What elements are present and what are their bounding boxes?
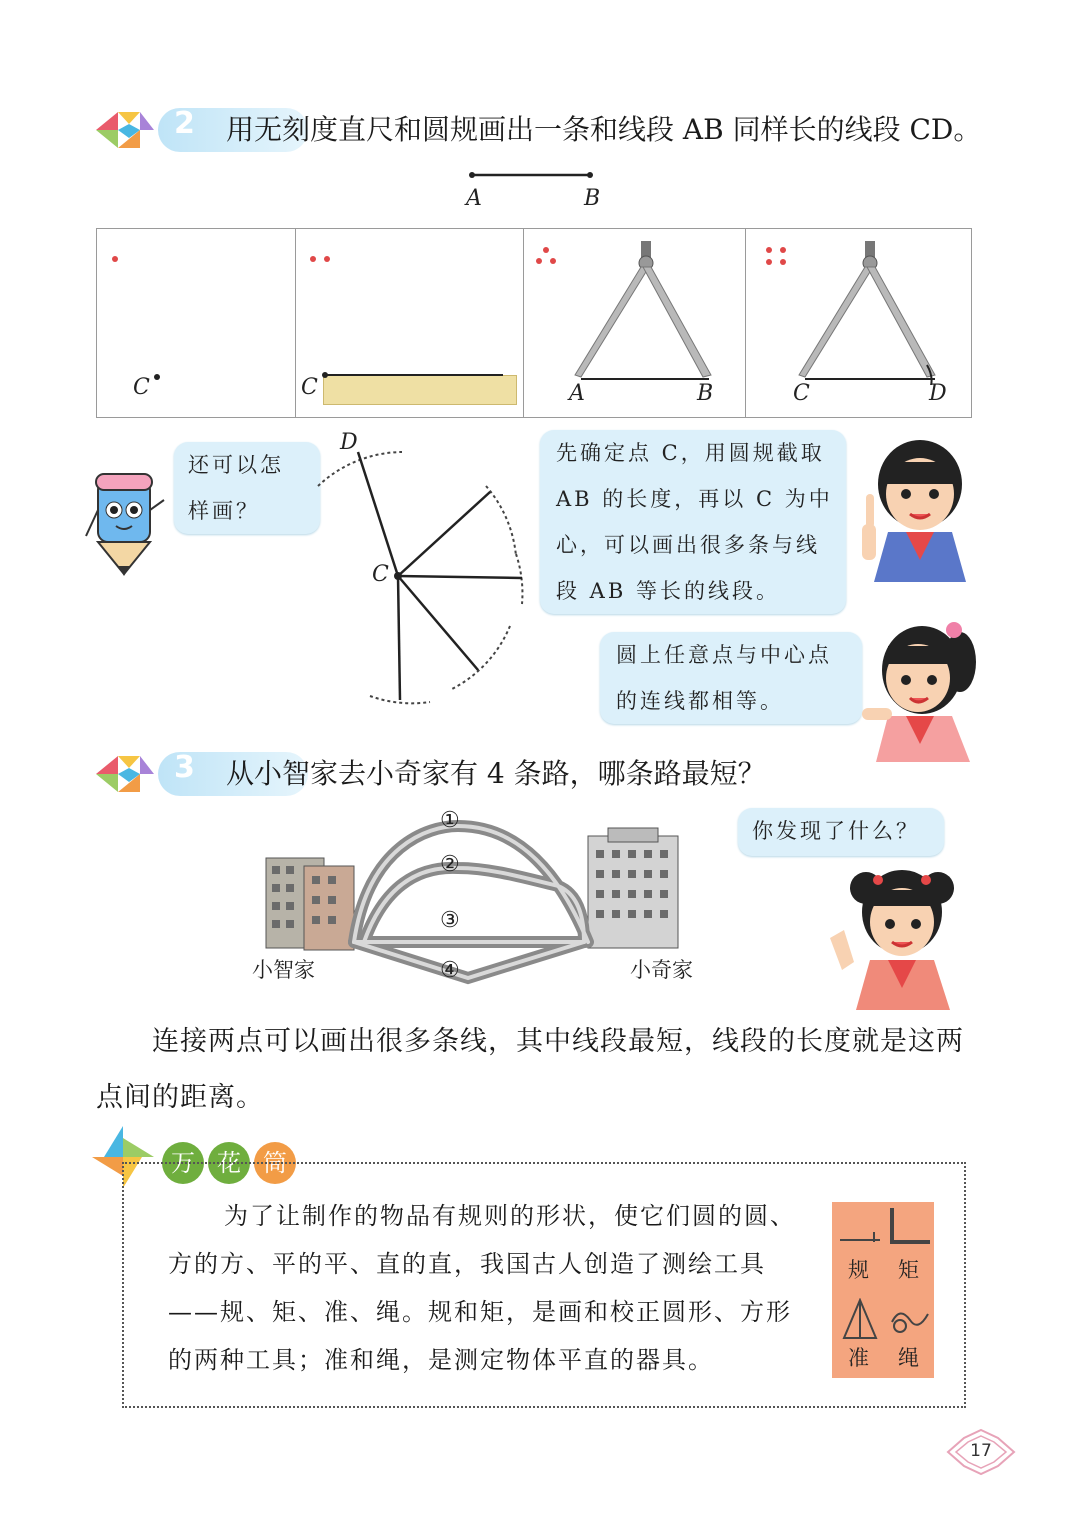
badge-char-3: 筒 xyxy=(254,1142,296,1184)
girl-bubble-2-text: 你发现了什么？ xyxy=(752,819,920,843)
badge-char-2: 花 xyxy=(208,1142,250,1184)
panel4-label-d: D xyxy=(929,381,947,406)
step-panel-1 xyxy=(97,229,296,417)
pencil-speech-bubble xyxy=(174,442,320,534)
step-dots-3 xyxy=(533,245,559,269)
step-dots-4 xyxy=(763,245,789,269)
conclusion-text: 连接两点可以画出很多条线，其中线段最短，线段的长度就是这两点间的距离。 xyxy=(96,1026,964,1113)
compass-on-cd xyxy=(795,239,945,385)
boy-bubble-text: 先确定点 C，用圆规截取 AB 的长度，再以 C 为中心，可以画出很多条与线段 AB 等长的线段。 xyxy=(556,441,833,603)
panel3-label-b: B xyxy=(697,381,714,406)
label-b: B xyxy=(584,186,601,211)
panel4-label-c: C xyxy=(793,381,810,406)
page-number: 17 xyxy=(970,1441,992,1461)
panel1-label-c: C xyxy=(133,375,150,400)
step-panel-2 xyxy=(295,229,524,417)
girl-bubble-1-text: 圆上任意点与中心点的连线都相等。 xyxy=(616,643,832,713)
point-c xyxy=(153,373,161,381)
gui-tool-icon xyxy=(838,1212,882,1242)
panel3-label-a: A xyxy=(569,381,585,406)
girl-character-1 xyxy=(856,612,980,762)
tool-label-sheng: 绳 xyxy=(898,1346,919,1370)
segment-ab xyxy=(466,168,598,182)
girl-character-2 xyxy=(826,860,966,1010)
route-label-4: ④ xyxy=(440,958,460,983)
section-title: 用无刻度直尺和圆规画出一条和线段 AB 同样长的线段 CD。 xyxy=(226,113,982,146)
girl-speech-bubble-2 xyxy=(738,808,944,856)
line-from-c xyxy=(321,371,505,379)
section-number: 3 xyxy=(174,750,195,785)
conclusion-paragraph xyxy=(96,1014,980,1126)
sheng-tool-icon xyxy=(888,1302,932,1336)
tool-label-zhun: 准 xyxy=(848,1346,869,1370)
kaleidoscope-text: 为了让制作的物品有规则的形状，使它们圆的圆、方的方、平的平、直的直，我国古人创造了测绘工具——规、矩、准、绳。规和矩，是画和校正圆形、方形的两种工具；准和绳，是测定物体平直的器具。 xyxy=(168,1202,796,1374)
ju-tool-icon xyxy=(888,1206,932,1246)
route-label-2: ② xyxy=(440,852,460,877)
home-left-label: 小智家 xyxy=(252,958,315,982)
tool-label-gui: 规 xyxy=(848,1258,869,1282)
label-a: A xyxy=(466,186,482,211)
step-dots-2 xyxy=(307,253,335,265)
section-number: 2 xyxy=(174,106,195,141)
tangram-icon xyxy=(96,106,156,154)
pencil-bubble-text: 还可以怎样画？ xyxy=(188,453,284,523)
diagram-label-d: D xyxy=(340,430,358,455)
route-label-3: ③ xyxy=(440,908,460,933)
boy-character xyxy=(848,432,978,582)
ruler xyxy=(323,375,517,405)
radius-diagram xyxy=(310,432,540,714)
page-number-badge xyxy=(946,1428,1016,1476)
kaleidoscope-box xyxy=(122,1162,966,1408)
construction-steps xyxy=(96,228,972,418)
boy-speech-bubble xyxy=(540,430,846,614)
badge-char-1: 万 xyxy=(162,1142,204,1184)
tangram-icon xyxy=(96,750,156,798)
compass-on-ab xyxy=(571,239,721,385)
diagram-label-c: C xyxy=(372,562,389,587)
tools-card xyxy=(832,1202,934,1378)
section-3-header xyxy=(96,744,996,804)
pencil-mascot xyxy=(84,470,174,582)
step-panel-4 xyxy=(745,229,971,417)
step-dots-1 xyxy=(109,253,121,265)
section-title: 从小智家去小奇家有 4 条路，哪条路最短？ xyxy=(226,757,766,790)
tool-label-ju: 矩 xyxy=(898,1258,919,1282)
home-right-label: 小奇家 xyxy=(630,958,693,982)
panel2-label-c: C xyxy=(301,375,318,400)
zhun-tool-icon xyxy=(840,1298,880,1340)
step-panel-3 xyxy=(523,229,746,417)
girl-speech-bubble-1 xyxy=(600,632,862,724)
route-label-1: ① xyxy=(440,808,460,833)
section-2-header xyxy=(96,100,996,160)
